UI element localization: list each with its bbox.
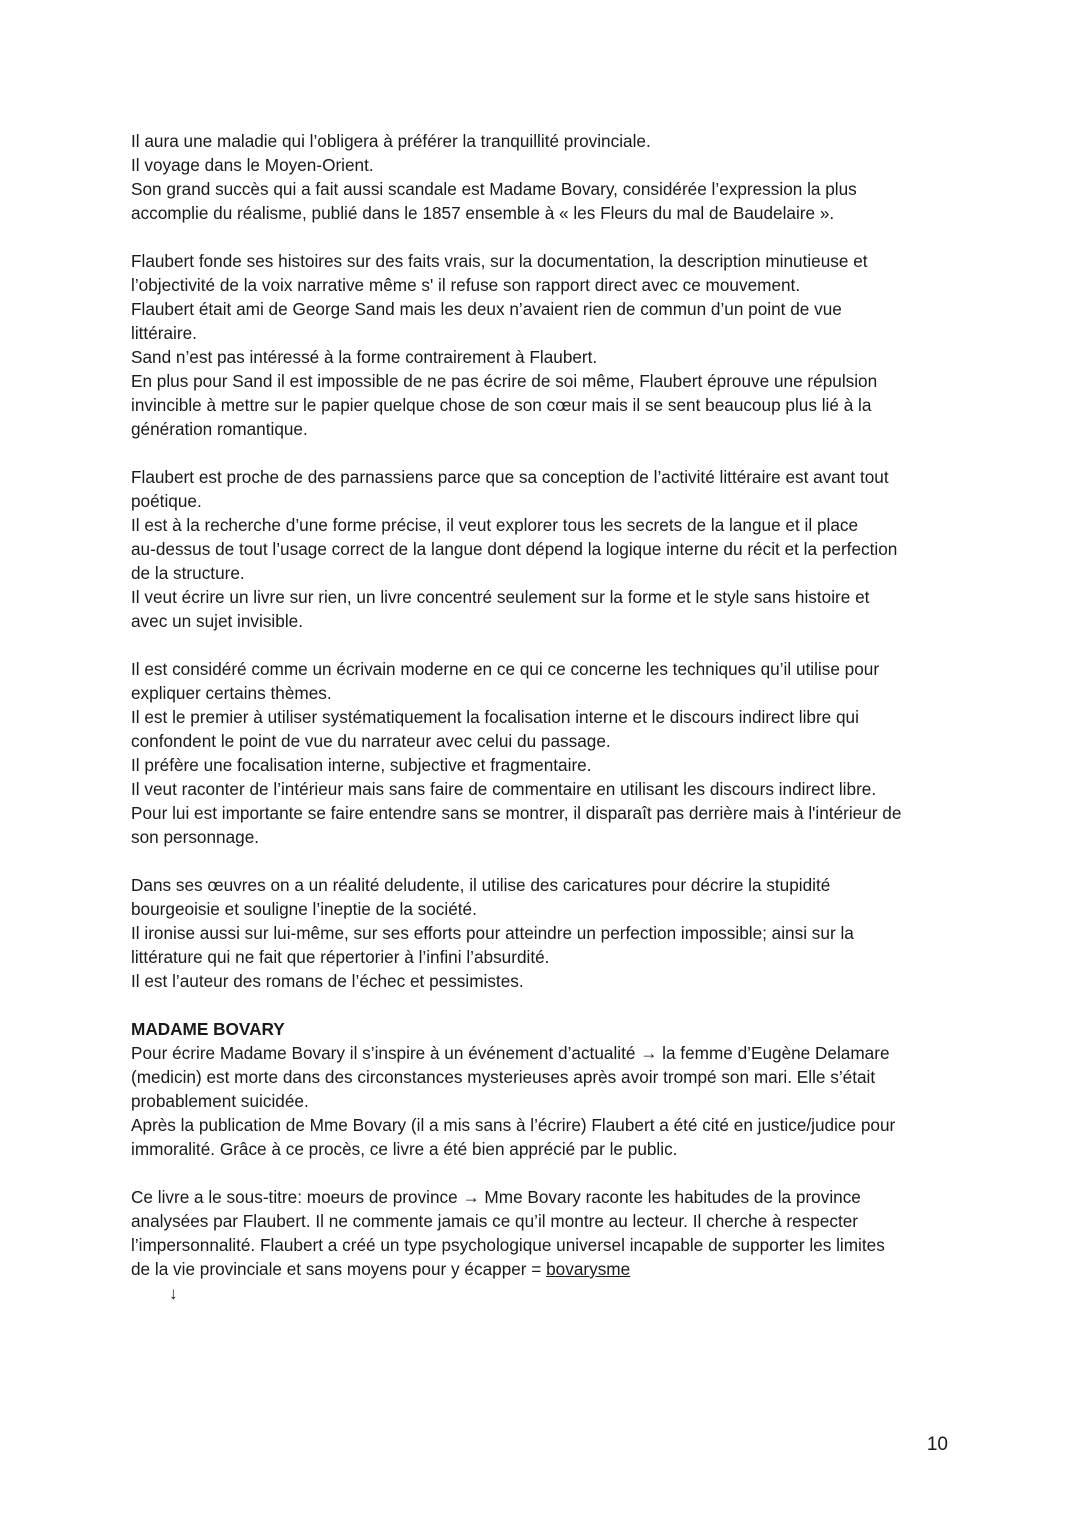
text-line: analysées par Flaubert. Il ne commente jamais ce qu’il montre au lecteur. Il cherche à respecter [131, 1211, 859, 1231]
paragraph-gap [131, 849, 951, 873]
paragraph-3 [131, 465, 951, 633]
text-line: Flaubert fonde ses histoires sur des faits vrais, sur la documentation, la description minutieuse et [131, 251, 868, 271]
page-number: 10 [926, 1434, 948, 1455]
text-line: Il voyage dans le Moyen-Orient. [131, 155, 374, 175]
paragraph-gap [131, 1161, 951, 1185]
text-line: avec un sujet invisible. [131, 611, 303, 631]
text-line: expliquer certains thèmes. [131, 683, 332, 703]
text-line: littérature qui ne fait que répertorier à l’infini l’absurdité. [131, 947, 550, 967]
paragraph-gap [131, 225, 951, 249]
text-line: Dans ses œuvres on a un réalité deludente, il utilise des caricatures pour décrire la stupidité [131, 875, 831, 895]
arrow-down-icon: ↓ [169, 1283, 178, 1303]
paragraph-2 [131, 249, 951, 441]
text-line: littéraire. [131, 323, 197, 343]
section-madame-bovary [131, 1017, 951, 1305]
text-line: Sand n’est pas intéressé à la forme contrairement à Flaubert. [131, 347, 598, 367]
text-line: au-dessus de tout l’usage correct de la langue dont dépend la logique interne du récit et la perfection [131, 539, 898, 559]
text-line: Après la publication de Mme Bovary (il a mis sans à l’écrire) Flaubert a été cité en justice/judice pour [131, 1115, 896, 1135]
text-line: poétique. [131, 491, 202, 511]
paragraph-gap [131, 633, 951, 657]
paragraph-1 [131, 129, 951, 225]
text-line: Il est l’auteur des romans de l’échec et pessimistes. [131, 971, 524, 991]
text-line: Il veut écrire un livre sur rien, un livre concentré seulement sur la forme et le style sans histoire et [131, 587, 870, 607]
text-line: immoralité. Grâce à ce procès, ce livre a été bien apprécié par le public. [131, 1139, 678, 1159]
text-line: Il est le premier à utiliser systématiquement la focalisation interne et le discours indirect libre qui [131, 707, 859, 727]
text-line: probablement suicidée. [131, 1091, 309, 1111]
section-heading: MADAME BOVARY [131, 1019, 285, 1039]
page-body [131, 129, 951, 1305]
text-line: son personnage. [131, 827, 260, 847]
text-line: (medicin) est morte dans des circonstances mysterieuses après avoir trompé son mari. Elle s’était [131, 1067, 876, 1087]
text-line: invincible à mettre sur le papier quelque chose de son cœur mais il se sent beaucoup plus lié à la [131, 395, 872, 415]
text-line: Il ironise aussi sur lui-même, sur ses efforts pour atteindre un perfection impossible; ainsi sur la [131, 923, 854, 943]
text-line: Il aura une maladie qui l’obligera à préférer la tranquillité provinciale. [131, 131, 651, 151]
text-line: l’objectivité de la voix narrative même s' il refuse son rapport direct avec ce mouvement. [131, 275, 801, 295]
text-line: bourgeoisie et souligne l’ineptie de la société. [131, 899, 477, 919]
text-line: de la structure. [131, 563, 245, 583]
text-line: génération romantique. [131, 419, 308, 439]
paragraph-gap [131, 441, 951, 465]
paragraph-4 [131, 657, 951, 849]
text-line: Flaubert est proche de des parnassiens parce que sa conception de l’activité littéraire est avant tout [131, 467, 889, 487]
text-line: Il est considéré comme un écrivain moderne en ce qui ce concerne les techniques qu’il utilise pour [131, 659, 880, 679]
text-line: Il est à la recherche d’une forme précise, il veut explorer tous les secrets de la langue et il place [131, 515, 859, 535]
text-line [131, 1257, 951, 1281]
bovarysme-term: bovarysme [546, 1259, 631, 1279]
text-line: confondent le point de vue du narrateur avec celui du passage. [131, 731, 611, 751]
text-line: Son grand succès qui a fait aussi scandale est Madame Bovary, considérée l’expression la plus [131, 179, 857, 199]
text-line: Pour lui est importante se faire entendre sans se montrer, il disparaît pas derrière mais à l'intérieur de [131, 803, 902, 823]
text-line: Flaubert était ami de George Sand mais les deux n’avaient rien de commun d’un point de vue [131, 299, 842, 319]
text-line: Il préfère une focalisation interne, subjective et fragmentaire. [131, 755, 592, 775]
text-line: Il veut raconter de l’intérieur mais sans faire de commentaire en utilisant les discours indirect libre. [131, 779, 877, 799]
paragraph-gap [131, 993, 951, 1017]
paragraph-5 [131, 873, 951, 993]
text-line: Pour écrire Madame Bovary il s’inspire à un événement d’actualité → la femme d’Eugène Delamare [131, 1043, 890, 1063]
text-line-prefix: de la vie provinciale et sans moyens pour y écapper = [131, 1259, 547, 1279]
text-line: l’impersonnalité. Flaubert a créé un type psychologique universel incapable de supporter les limites [131, 1235, 885, 1255]
text-line: accomplie du réalisme, publié dans le 1857 ensemble à « les Fleurs du mal de Baudelaire ». [131, 203, 835, 223]
text-line: En plus pour Sand il est impossible de ne pas écrire de soi même, Flaubert éprouve une répulsion [131, 371, 878, 391]
text-line: Ce livre a le sous-titre: moeurs de province → Mme Bovary raconte les habitudes de la province [131, 1187, 861, 1207]
